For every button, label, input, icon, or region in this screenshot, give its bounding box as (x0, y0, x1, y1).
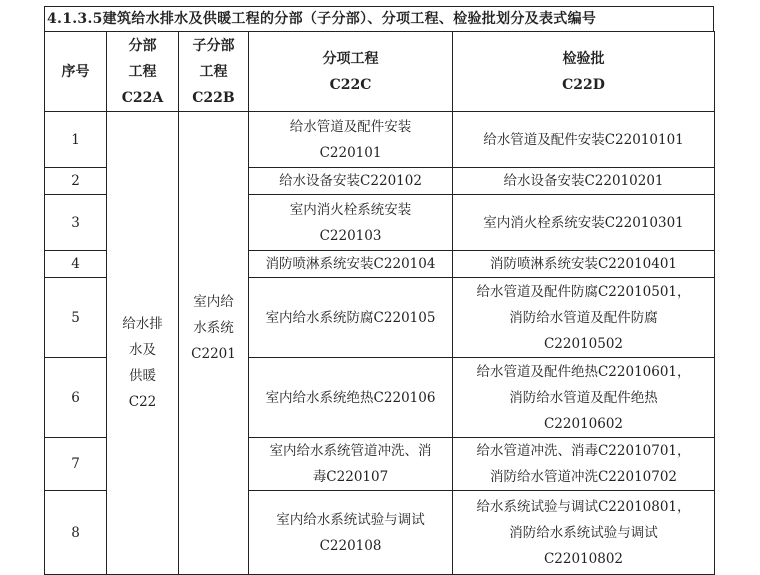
header-row (45, 32, 715, 112)
header-item: 分项工程 C22C (249, 32, 453, 112)
row-seq: 3 (45, 195, 107, 251)
row-batch: 给水管道冲洗、消毒C22010701， 消防给水管道冲洗C22010702 (453, 438, 715, 491)
header-division: 分部 工程 C22A (107, 32, 179, 112)
header-batch: 检验批 C22D (453, 32, 715, 112)
row-batch: 给水管道及配件安装C22010101 (453, 112, 715, 168)
row-seq: 8 (45, 491, 107, 575)
row-batch: 给水设备安装C22010201 (453, 168, 715, 195)
header-seq: 序号 (45, 32, 107, 112)
row-item: 给水设备安装C220102 (249, 168, 453, 195)
row-seq: 1 (45, 112, 107, 168)
document-page (44, 6, 714, 575)
row-item: 室内给水系统管道冲洗、消 毒C220107 (249, 438, 453, 491)
row-item: 室内给水系统试验与调试 C220108 (249, 491, 453, 575)
row-batch: 给水系统试验与调试C22010801， 消防给水系统试验与调试 C22010802 (453, 491, 715, 575)
row-item: 室内消火栓系统安装 C220103 (249, 195, 453, 251)
row-item: 室内给水系统绝热C220106 (249, 358, 453, 438)
row-item: 给水管道及配件安装 C220101 (249, 112, 453, 168)
row-batch: 给水管道及配件防腐C22010501， 消防给水管道及配件防腐 C22010502 (453, 278, 715, 358)
table-row (45, 112, 715, 168)
header-subdivision: 子分部 工程 C22B (179, 32, 249, 112)
division-cell: 给水排 水及 供暖 C22 (107, 112, 179, 575)
row-item: 室内给水系统防腐C220105 (249, 278, 453, 358)
row-batch: 给水管道及配件绝热C22010601， 消防给水管道及配件绝热 C22010602 (453, 358, 715, 438)
row-seq: 2 (45, 168, 107, 195)
row-seq: 4 (45, 251, 107, 278)
section-title: 4.1.3.5建筑给水排水及供暖工程的分部（子分部）、分项工程、检验批划分及表式编号 (44, 6, 714, 31)
row-seq: 6 (45, 358, 107, 438)
row-seq: 7 (45, 438, 107, 491)
row-seq: 5 (45, 278, 107, 358)
row-batch: 室内消火栓系统安装C22010301 (453, 195, 715, 251)
row-item: 消防喷淋系统安装C220104 (249, 251, 453, 278)
subdivision-cell: 室内给 水系统 C2201 (179, 112, 249, 575)
division-table (44, 31, 715, 575)
row-batch: 消防喷淋系统安装C22010401 (453, 251, 715, 278)
table-body (45, 112, 715, 575)
